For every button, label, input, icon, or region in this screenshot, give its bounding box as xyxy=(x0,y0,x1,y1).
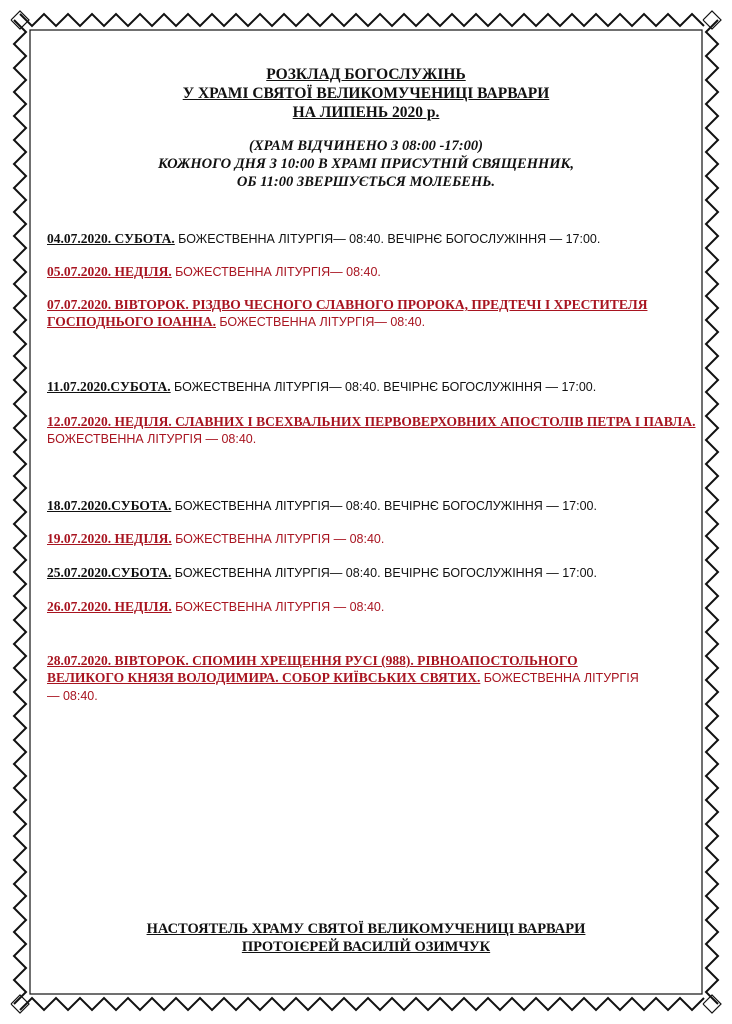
entry-services: БОЖЕСТВЕННА ЛІТУРГІЯ— 08:40. ВЕЧІРНЄ БОГОСЛУЖІННЯ — 17:00. xyxy=(178,232,601,246)
entry-services: БОЖЕСТВЕННА ЛІТУРГІЯ — 08:40. xyxy=(47,432,257,446)
rector-title: НАСТОЯТЕЛЬ ХРАМУ СВЯТОЇ ВЕЛИКОМУЧЕНИЦІ ВАРВАРИ xyxy=(146,921,586,937)
entry-label: 11.07.2020.СУБОТА. xyxy=(47,379,171,394)
note-priest: КОЖНОГО ДНЯ З 10:00 В ХРАМІ ПРИСУТНІЙ СВЯЩЕННИК, xyxy=(157,156,575,172)
entry-label: 19.07.2020. НЕДІЛЯ. xyxy=(47,531,172,546)
entry-2807 xyxy=(47,652,647,705)
note-moleben: ОБ 11:00 ЗВЕРШУЄТЬСЯ МОЛЕБЕНЬ. xyxy=(236,174,496,190)
header-church: У ХРАМІ СВЯТОЇ ВЕЛИКОМУЧЕНИЦІ ВАРВАРИ xyxy=(182,85,550,102)
header-month: НА ЛИПЕНЬ 2020 р. xyxy=(292,104,440,121)
header-title: РОЗКЛАД БОГОСЛУЖІНЬ xyxy=(266,66,466,83)
entry-label: 26.07.2020. НЕДІЛЯ. xyxy=(47,599,172,614)
entry-services: БОЖЕСТВЕННА ЛІТУРГІЯ— 08:40. ВЕЧІРНЄ БОГОСЛУЖІННЯ — 17:00. xyxy=(174,499,597,513)
entry-services: БОЖЕСТВЕННА ЛІТУРГІЯ— 08:40. xyxy=(175,265,381,279)
entry-services: БОЖЕСТВЕННА ЛІТУРГІЯ— 08:40. ВЕЧІРНЄ БОГОСЛУЖІННЯ — 17:00. xyxy=(174,566,597,580)
entry-1207 xyxy=(47,413,697,448)
entry-0507 xyxy=(47,263,697,281)
opening-hours-note xyxy=(40,137,692,191)
entry-1107 xyxy=(47,378,697,396)
entry-2607 xyxy=(47,598,697,616)
entry-label: 18.07.2020.СУБОТА. xyxy=(47,498,172,513)
entry-services: БОЖЕСТВЕННА ЛІТУРГІЯ — 08:40. xyxy=(175,600,385,614)
entry-services: БОЖЕСТВЕННА ЛІТУРГІЯ — 08:40. xyxy=(175,532,385,546)
entry-1807 xyxy=(47,497,697,515)
entry-label: 04.07.2020. СУБОТА. xyxy=(47,231,175,246)
entry-services: БОЖЕСТВЕННА ЛІТУРГІЯ— 08:40. xyxy=(219,315,426,329)
rector-name: ПРОТОІЄРЕЙ ВАСИЛІЙ ОЗИМЧУК xyxy=(241,939,491,955)
entry-label: 12.07.2020. НЕДІЛЯ. СЛАВНИХ І ВСЕХВАЛЬНИХ ПЕРВОВЕРХОВНИХ АПОСТОЛІВ ПЕТРА І ПАВЛА. xyxy=(47,414,696,429)
entry-services: БОЖЕСТВЕННА ЛІТУРГІЯ— 08:40. xyxy=(47,671,639,703)
entry-label: 28.07.2020. ВІВТОРОК. СПОМИН ХРЕЩЕННЯ РУСІ (988). РІВНОАПОСТОЛЬНОГО ВЕЛИКОГО КНЯЗЯ ВОЛОДИМИРА. СОБОР КИЇВСЬКИХ СВЯТИХ. xyxy=(47,653,578,685)
entry-services: БОЖЕСТВЕННА ЛІТУРГІЯ— 08:40. ВЕЧІРНЄ БОГОСЛУЖІННЯ — 17:00. xyxy=(174,380,597,394)
entry-label: 05.07.2020. НЕДІЛЯ. xyxy=(47,264,172,279)
schedule-header xyxy=(40,65,692,122)
entry-2507 xyxy=(47,564,697,582)
note-hours: (ХРАМ ВІДЧИНЕНО З 08:00 -17:00) xyxy=(249,138,483,154)
entry-0707 xyxy=(47,296,697,331)
entry-0407 xyxy=(47,230,697,248)
entry-label: 25.07.2020.СУБОТА. xyxy=(47,565,172,580)
entry-1907 xyxy=(47,530,697,548)
signature-block xyxy=(40,920,692,956)
entry-label: 07.07.2020. ВІВТОРОК. РІЗДВО ЧЕСНОГО СЛАВНОГО ПРОРОКА, ПРЕДТЕЧІ І ХРЕСТИТЕЛЯ ГОСПОДНЬОГО ІОАННА. xyxy=(47,297,648,329)
